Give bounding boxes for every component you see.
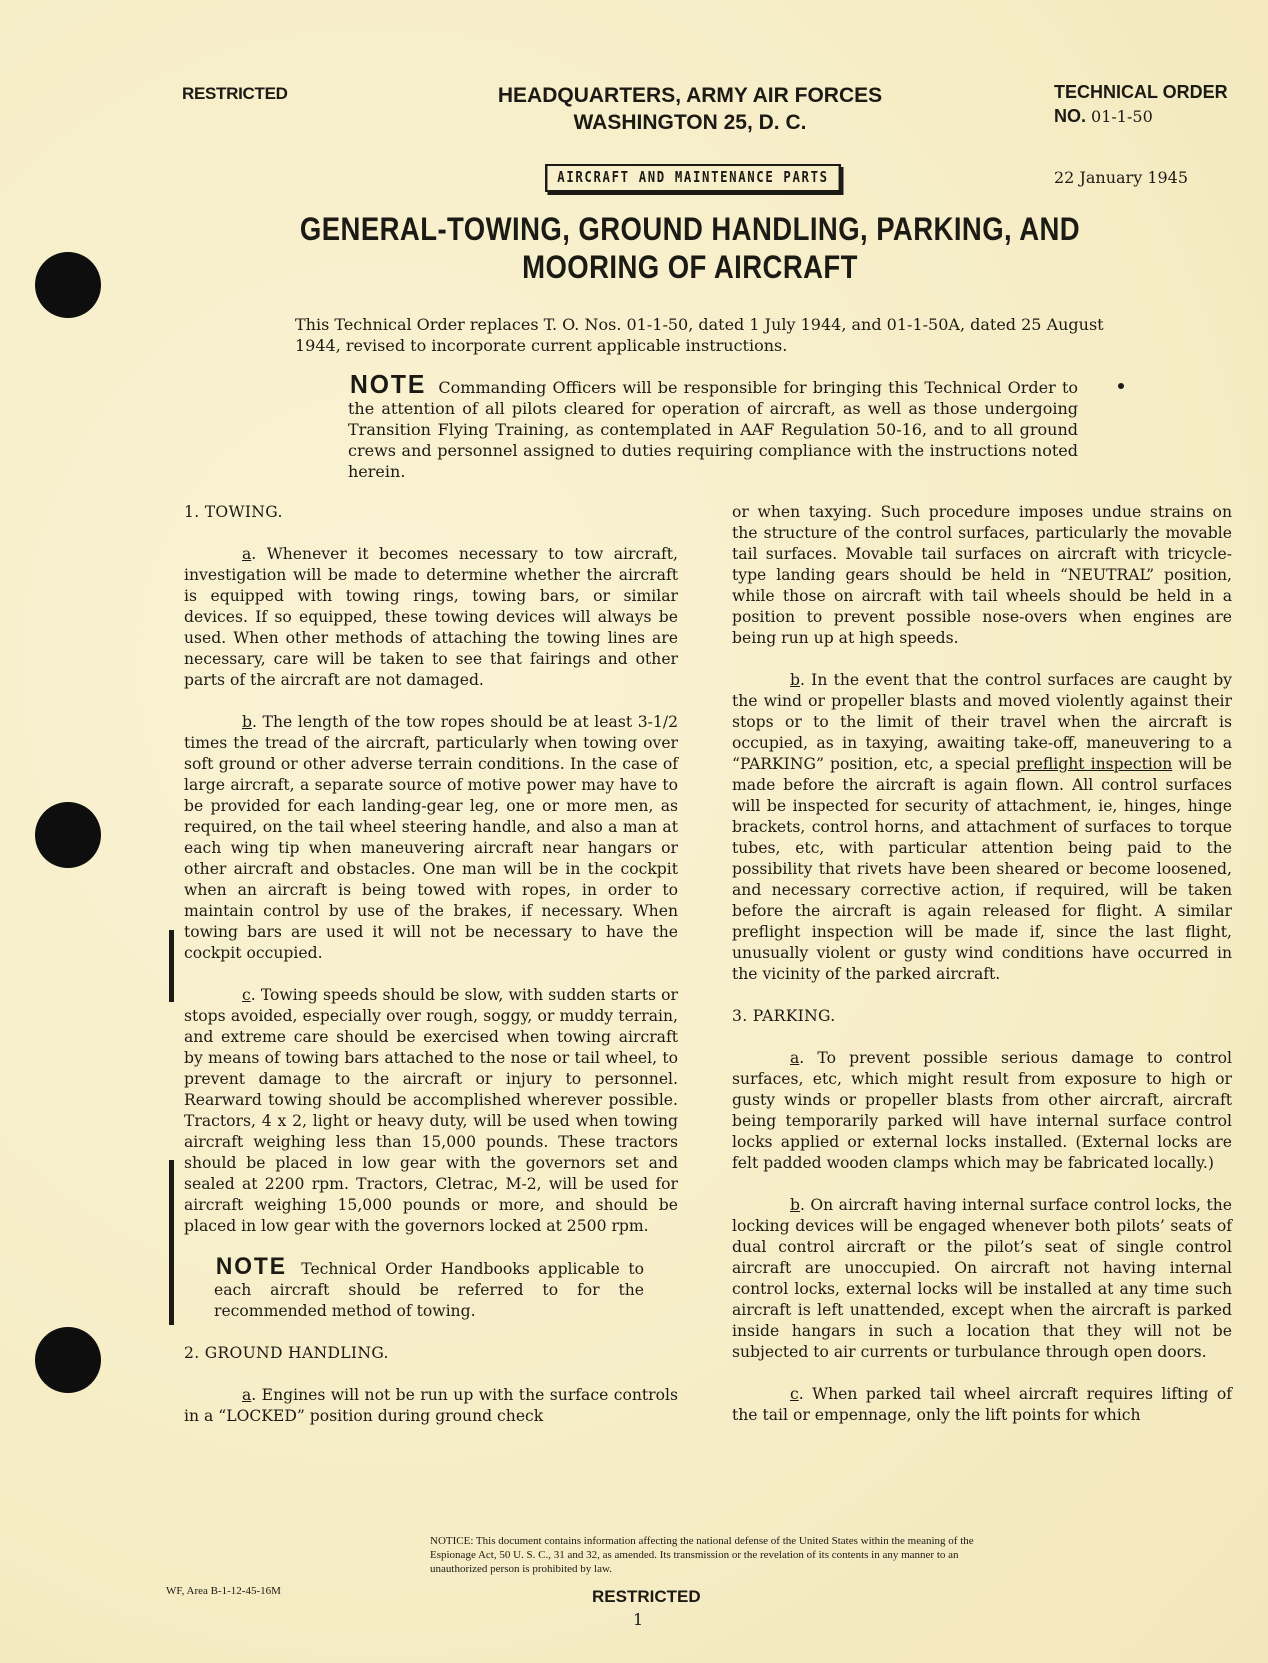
classification-footer: RESTRICTED	[592, 1587, 701, 1606]
paragraph-towing-a	[184, 544, 678, 691]
punch-hole-middle	[35, 802, 101, 868]
technical-order-number: 01-1-50	[1091, 107, 1153, 126]
paragraph-text: . When parked tail wheel aircraft requires lifting of the tail or empennage, only the lift points for which	[732, 1385, 1232, 1424]
paragraph-towing-c	[184, 985, 678, 1237]
punch-hole-bottom	[35, 1327, 101, 1393]
paragraph-text: . On aircraft having internal surface control locks, the locking devices will be engaged whenever both pilots’ seats of dual control aircraft or the pilot’s seat of single control aircraft are unoccupied. On aircraft not having internal control locks, external locks will be installed at any time such aircraft is left unattended, except when the aircraft is parked inside hangars in such a location that they will not be subjected to air currents or turbulance through open doors.	[732, 1196, 1232, 1361]
paragraph-letter: a	[242, 1386, 252, 1404]
technical-order-number-line	[1054, 104, 1228, 129]
paragraph-text: . Towing speeds should be slow, with sudden starts or stops avoided, especially over rough, soggy, or muddy terrain, and extreme care should be exercised when towing aircraft by means of towing bars attached to the nose or tail wheel, to prevent damage to the aircraft or injury to personnel. Rearward towing should be accomplished wherever possible. Tractors, 4 x 2, light or heavy duty, will be used when towing aircraft weighing less than 15,000 pounds. These tractors should be placed in low gear with the governors set and sealed at 2200 rpm. Tractors, Cletrac, M-2, will be used for aircraft weighing 15,000 pounds or more, and should be placed in low gear with the governors locked at 2500 rpm.	[184, 986, 678, 1235]
right-column	[732, 502, 1232, 1447]
paragraph-text: . Whenever it becomes necessary to tow aircraft, investigation will be made to determine whether the aircraft is equipped with towing rings, towing bars, or similar devices. If so equipped, these towing devices will always be used. When other methods of attaching the towing lines are necessary, care will be taken to see that fairings and other parts of the aircraft are not damaged.	[184, 545, 678, 689]
note-label: NOTE	[215, 1253, 287, 1280]
change-bar	[169, 930, 174, 1002]
paragraph-ground-handling-a	[184, 1385, 678, 1427]
paragraph-letter: a	[242, 545, 252, 563]
section-heading-towing: 1. TOWING.	[184, 503, 283, 521]
section-heading-parking: 3. PARKING.	[732, 1007, 836, 1025]
note-text: Commanding Officers will be responsible for bringing this Technical Order to the attention of all pilots cleared for operation of aircraft, as well as those undergoing Transition Flying Training, as contemplated in AAF Regulation 50-16, and to all ground crews and personnel assigned to duties requiring compliance with the instructions noted herein.	[348, 378, 1079, 481]
page-number: 1	[633, 1610, 644, 1629]
paragraph-letter: b	[790, 671, 800, 689]
section-heading-ground-handling: 2. GROUND HANDLING.	[184, 1344, 389, 1362]
change-bar	[169, 1160, 174, 1325]
paragraph-letter: c	[242, 986, 251, 1004]
technical-order-number-prefix: NO.	[1054, 106, 1087, 126]
paragraph-text: . To prevent possible serious damage to control surfaces, etc, which might result from exposure to high or gusty winds or propeller blasts from other aircraft, aircraft being temporarily parked will have internal surface control locks applied or external locks installed. (External locks are felt padded wooden clamps which may be fabricated locally.)	[732, 1049, 1232, 1172]
paragraph-parking-c	[732, 1384, 1232, 1426]
note-text: Technical Order Handbooks applicable to each aircraft should be referred to for the recommended method of towing.	[214, 1260, 644, 1320]
paragraph-letter: b	[242, 713, 252, 731]
paragraph-text: . The length of the tow ropes should be at least 3-1/2 times the tread of the aircraft, particularly when towing over soft ground or other adverse terrain conditions. In the case of large aircraft, a separate source of motive power may have to be provided for each landing-gear leg, one or more men, as required, on the tail wheel steering handle, and also a man at each wing tip when maneuvering aircraft near hangars or other aircraft and obstacles. One man will be in the cockpit when an aircraft is being towed with ropes, in order to maintain control by use of the brakes, if necessary. When towing bars are used it will not be necessary to have the cockpit occupied.	[184, 713, 678, 962]
issue-date: 22 January 1945	[1054, 168, 1189, 187]
top-note	[348, 369, 1079, 482]
left-column	[184, 502, 678, 1448]
towing-note	[214, 1253, 644, 1322]
classification-header: RESTRICTED	[182, 84, 288, 103]
organization-line-2: WASHINGTON 25, D. C.	[573, 111, 807, 134]
espionage-act-notice: NOTICE: This document contains information affecting the national defense of the United States within the meaning of the Espionage Act, 50 U. S. C., 31 and 32, as amended. Its transmission or the revelation of its contents in any manner to an unauthorized person is prohibited by law.	[430, 1535, 974, 1575]
paragraph-letter: c	[790, 1385, 799, 1403]
paragraph-ground-handling-b	[732, 670, 1232, 985]
print-code: WF, Area B-1-12-45-16M	[166, 1585, 281, 1597]
paragraph-towing-b	[184, 712, 678, 964]
paragraph-parking-b	[732, 1195, 1232, 1363]
issuing-organization	[470, 82, 910, 136]
paragraph-letter: a	[790, 1049, 800, 1067]
paragraph-parking-a	[732, 1048, 1232, 1174]
technical-order-block	[1054, 80, 1228, 129]
supersession-statement: This Technical Order replaces T. O. Nos. 01-1-50, dated 1 July 1944, and 01-1-50A, dated 25 August 1944, revised to incorporate current applicable instructions.	[295, 315, 1104, 355]
paragraph-text: . Engines will not be run up with the surface controls in a “LOCKED” position during ground check	[184, 1386, 678, 1425]
stray-dot-mark	[1118, 383, 1124, 389]
paragraph-letter: b	[790, 1196, 800, 1214]
category-stamp: AIRCRAFT AND MAINTENANCE PARTS	[545, 164, 841, 192]
paragraph-ground-handling-a-continued: or when taxying. Such procedure imposes undue strains on the structure of the control surfaces, particularly the movable tail surfaces. Movable tail surfaces on aircraft with tricycle-type landing gears should be held in “NEUTRAL” position, while those on aircraft with tail wheels should be held in a position to prevent possible nose-overs when engines are being run up at high speeds.	[732, 503, 1232, 647]
paragraph-text: . In the event that the control surfaces are caught by the wind or propeller blasts and moved violently against their stops or to the limit of their travel when the aircraft is occupied, as in taxying, awaiting take-off, maneuvering to a “PARKING” position, etc, a special	[732, 671, 1232, 773]
organization-line-1: HEADQUARTERS, ARMY AIR FORCES	[497, 84, 883, 107]
note-label: NOTE	[350, 369, 427, 399]
document-title: GENERAL-TOWING, GROUND HANDLING, PARKING, AND MOORING OF AIRCRAFT	[299, 211, 1081, 285]
punch-hole-top	[35, 252, 101, 318]
preflight-inspection-term: preflight inspection	[1016, 755, 1173, 773]
technical-order-label: TECHNICAL ORDER	[1054, 82, 1228, 102]
paragraph-text: will be made before the aircraft is again flown. All control surfaces will be inspected for security of attachment, ie, hinges, hinge brackets, control horns, and attachment of surfaces to torque tubes, etc, with particular attention being paid to the possibility that rivets have been sheared or become loosened, and necessary corrective action, if required, will be taken before the aircraft is again released for flight. A similar preflight inspection will be made if, since the last flight, unusually violent or gusty wind conditions have occurred in the vicinity of the parked aircraft.	[732, 755, 1233, 983]
